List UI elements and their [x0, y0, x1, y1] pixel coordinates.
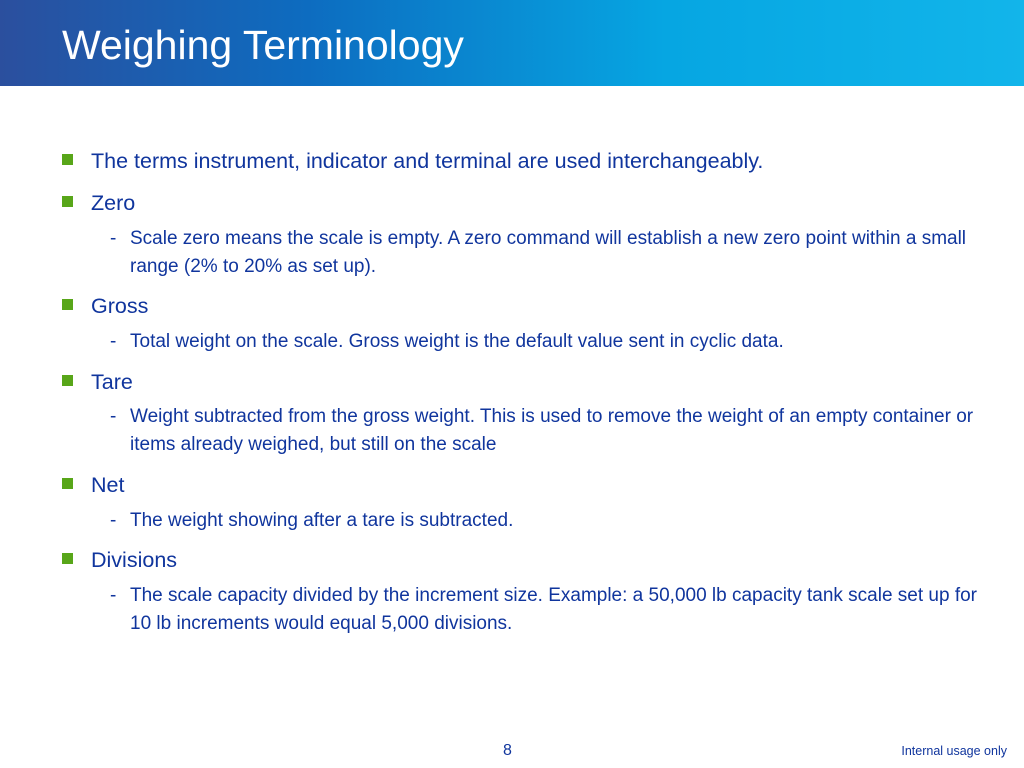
bullet-text-tare: Tare	[91, 370, 133, 394]
bullet-icon	[62, 299, 73, 310]
dash-marker: -	[110, 331, 117, 352]
dash-marker: -	[110, 585, 117, 606]
bullet-text-net: Net	[91, 473, 125, 497]
footer-note: Internal usage only	[901, 744, 1007, 758]
sub-text-tare: Weight subtracted from the gross weight. This is used to remove the weight of an empty container or items already weighed, but still on the scale	[130, 406, 974, 455]
bullet-icon	[62, 375, 73, 386]
dash-marker: -	[110, 510, 117, 531]
bullet-text-instruments: The terms instrument, indicator and terminal are used interchangeably.	[91, 149, 764, 173]
dash-marker: -	[110, 406, 117, 427]
sub-text-divisions: The scale capacity divided by the increment size. Example: a 50,000 lb capacity tank scale set up for 10 lb increments would equal 5,000 divisions.	[130, 585, 978, 634]
bullet-text-zero: Zero	[91, 191, 136, 215]
bullet-icon	[62, 154, 73, 165]
sub-text-zero: Scale zero means the scale is empty. A zero command will establish a new zero point within a small range (2% to 20% as set up).	[130, 228, 967, 277]
page-number: 8	[503, 742, 512, 759]
bullet-text-gross: Gross	[91, 294, 149, 318]
bullet-text-divisions: Divisions	[91, 548, 178, 572]
bullet-icon	[62, 478, 73, 489]
sub-text-net: The weight showing after a tare is subtracted.	[130, 510, 514, 531]
bullet-icon	[62, 553, 73, 564]
sub-text-gross: Total weight on the scale. Gross weight is the default value sent in cyclic data.	[130, 331, 784, 352]
slide-title: Weighing Terminology	[62, 22, 464, 68]
dash-marker: -	[110, 228, 117, 249]
bullet-icon	[62, 196, 73, 207]
